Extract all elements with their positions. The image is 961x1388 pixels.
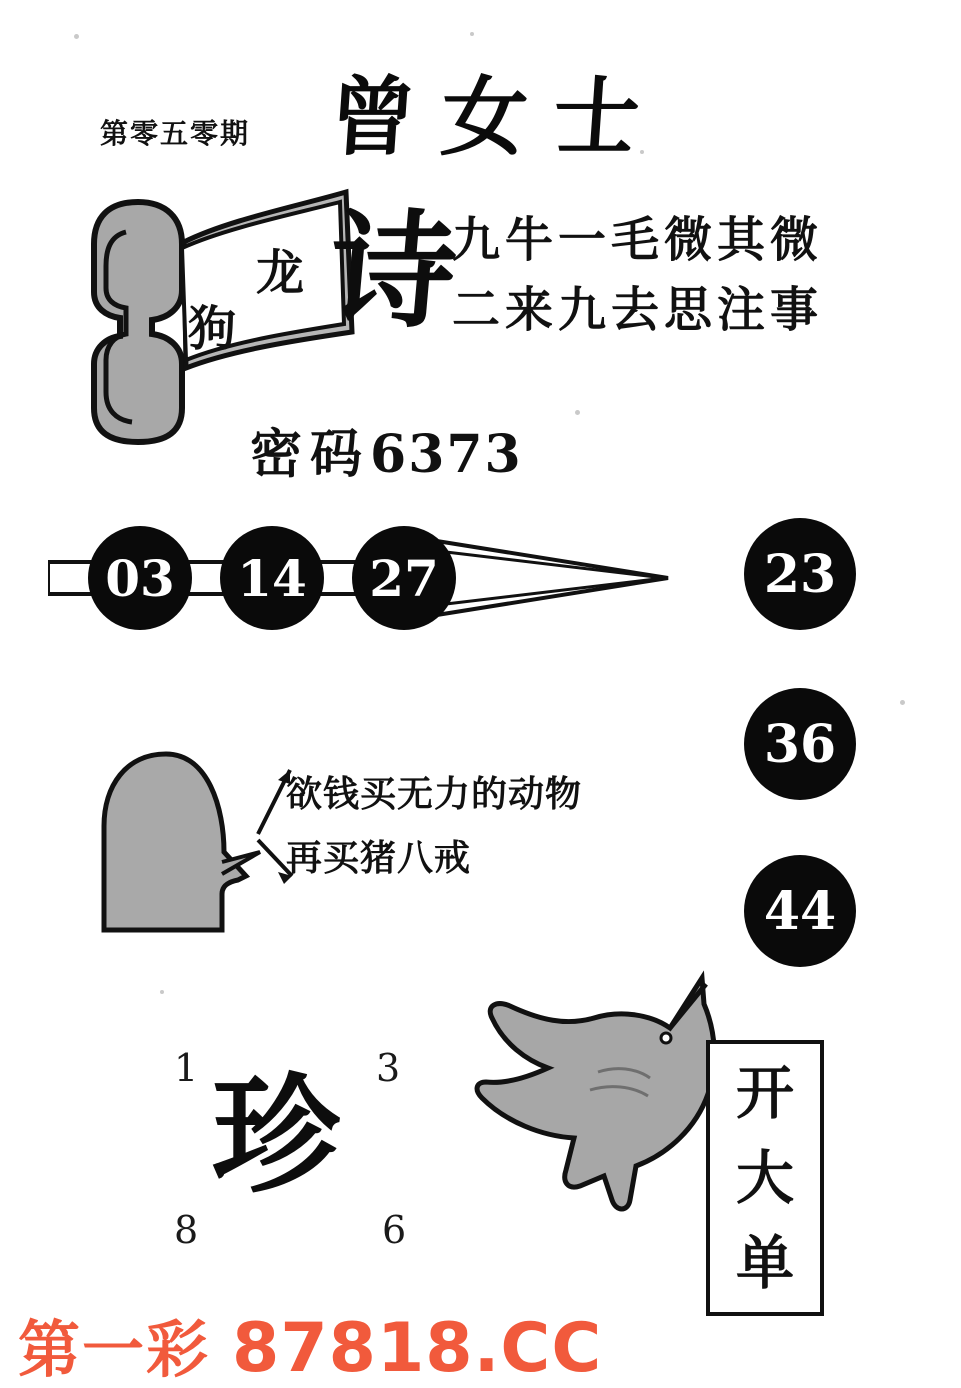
- speckle: [160, 990, 164, 994]
- speckle: [575, 410, 580, 415]
- zhen-block: [150, 1030, 430, 1270]
- zhen-character: 珍: [212, 1061, 341, 1211]
- password-line: [250, 412, 523, 487]
- password-value: 6373: [370, 424, 523, 485]
- screen-char-dog: 狗: [188, 301, 237, 357]
- corner-digit-top-right: 3: [376, 1046, 401, 1090]
- side-number-ball: 44: [744, 855, 856, 967]
- corner-digit-top-left: 1: [174, 1046, 199, 1090]
- poem-text: [452, 206, 823, 345]
- speckle: [900, 700, 905, 705]
- vertical-sign: [706, 1040, 824, 1316]
- corner-digit-bottom-left: 8: [174, 1208, 199, 1252]
- saying-line-1: 欲钱买无力的动物: [286, 773, 583, 815]
- vertical-sign-char: 单: [735, 1229, 794, 1298]
- poem-line-1: 九牛一毛微其微: [452, 212, 824, 268]
- arrow-row: [48, 508, 688, 648]
- dove-icon: [470, 960, 740, 1220]
- page-title: 曾女士: [325, 67, 670, 168]
- number-ball: 03: [88, 526, 192, 630]
- speckle: [74, 34, 79, 39]
- saying-line-2: 再买猪八戒: [286, 837, 472, 879]
- speckle: [470, 32, 474, 36]
- footer: [18, 1300, 602, 1388]
- footer-brand: 第一彩: [18, 1313, 211, 1386]
- vertical-sign-char: 大: [735, 1143, 794, 1212]
- speaking-head-icon: [96, 748, 266, 938]
- side-number-ball: 23: [744, 518, 856, 630]
- number-ball: 14: [220, 526, 324, 630]
- big-character: 诗: [323, 197, 463, 345]
- side-number-ball: 36: [744, 688, 856, 800]
- number-ball: 27: [352, 526, 456, 630]
- screen-char-dragon: 龙: [256, 245, 305, 301]
- poem-line-2: 二来九去思注事: [452, 281, 824, 338]
- footer-site[interactable]: 87818.CC: [232, 1309, 603, 1388]
- issue-label: 第零五零期: [100, 117, 251, 150]
- password-label: 密码: [250, 424, 371, 485]
- corner-digit-bottom-right: 6: [382, 1208, 407, 1252]
- vertical-sign-char: 开: [735, 1058, 794, 1127]
